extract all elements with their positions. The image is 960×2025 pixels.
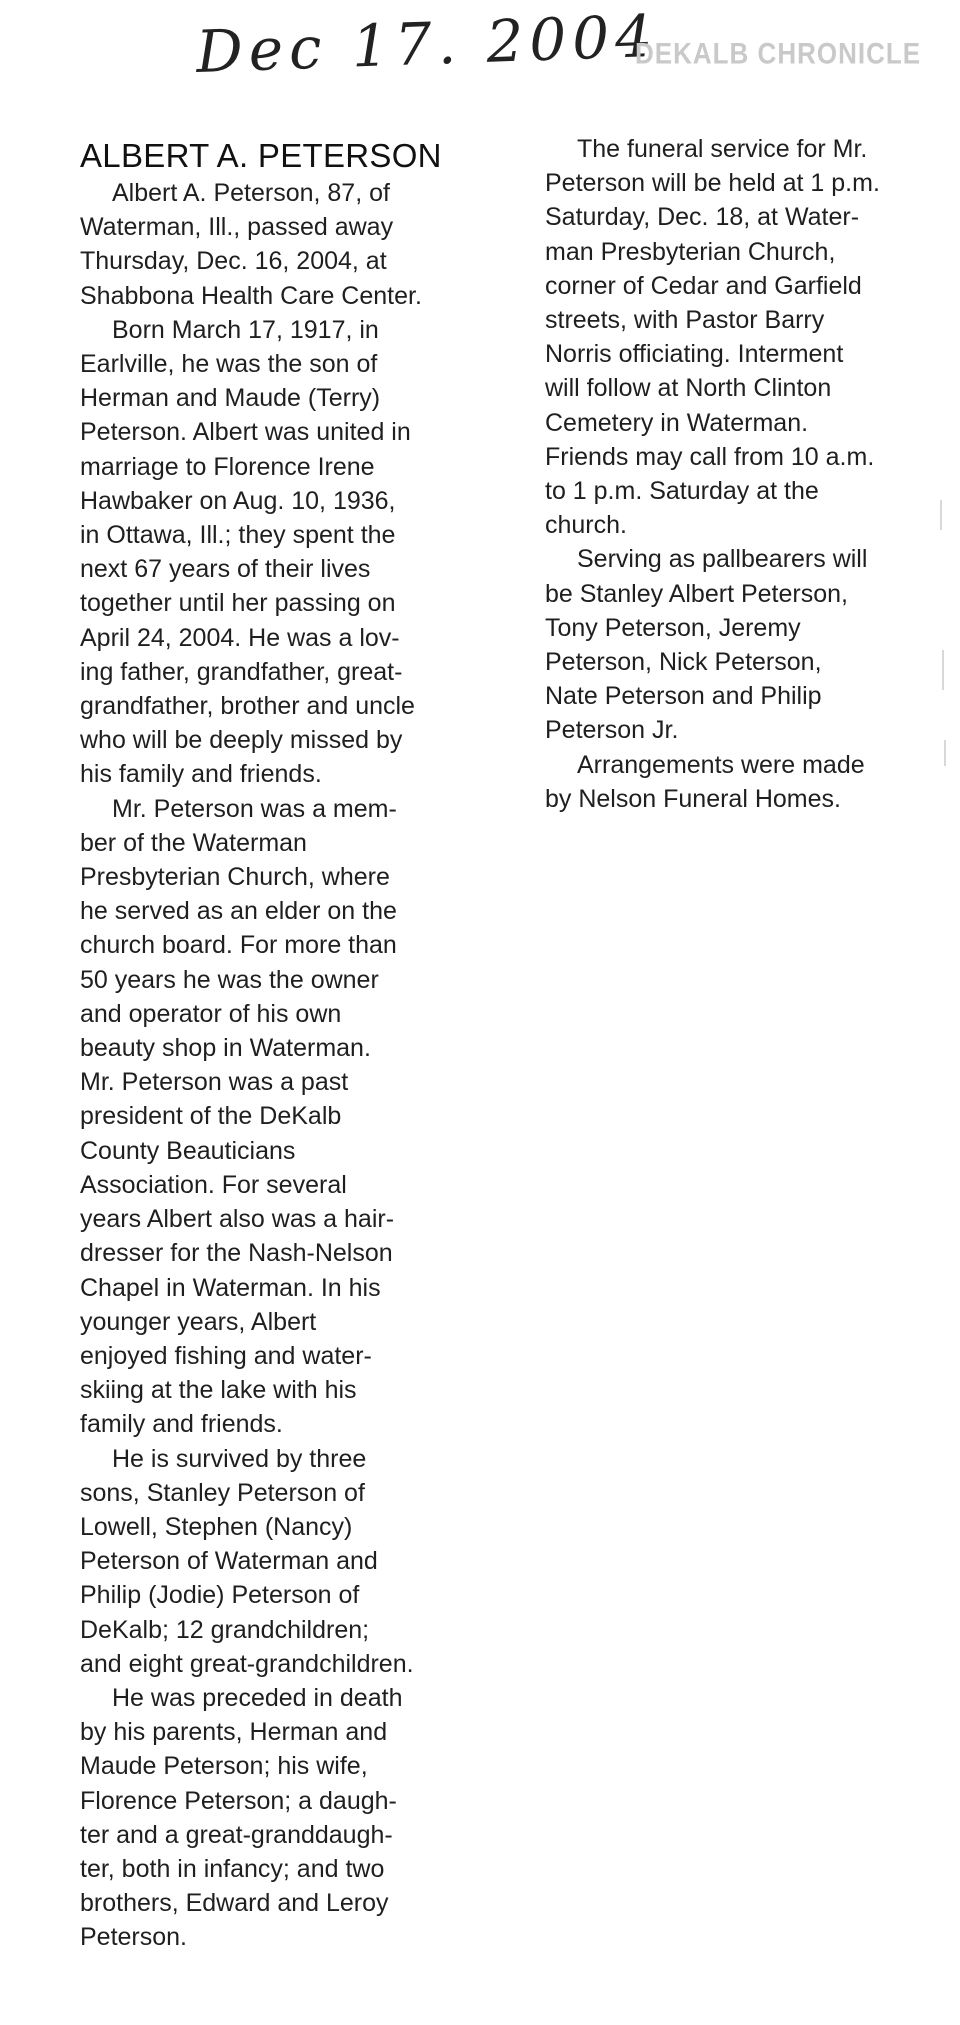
text-line: Thursday, Dec. 16, 2004, at: [80, 247, 387, 276]
text-line: Mr. Peterson was a mem-: [112, 794, 397, 823]
text-line: ter, both in infancy; and two: [80, 1854, 385, 1883]
scan-artifact-line: [942, 650, 944, 690]
text-line: by his parents, Herman and: [80, 1718, 388, 1747]
text-line: to 1 p.m. Saturday at the: [545, 477, 819, 506]
text-line: Cemetery in Waterman.: [545, 408, 809, 437]
text-line: Arrangements were made: [577, 750, 865, 779]
text-line: Philip (Jodie) Peterson of: [80, 1581, 360, 1610]
text-line: Peterson.: [80, 1923, 188, 1952]
text-line: Lowell, Stephen (Nancy): [80, 1512, 353, 1541]
text-line: who will be deeply missed by: [80, 726, 403, 755]
text-line: be Stanley Albert Peterson,: [545, 579, 848, 608]
text-line: Shabbona Health Care Center.: [80, 281, 422, 310]
text-line: ber of the Waterman: [80, 828, 307, 857]
text-line: He was preceded in death: [112, 1683, 403, 1712]
text-line: Earlville, he was the son of: [80, 350, 378, 379]
text-line: Association. For several: [80, 1170, 347, 1199]
text-line: Serving as pallbearers will: [577, 545, 868, 574]
obituary-paragraph: [80, 1442, 460, 1681]
text-line: Peterson, Nick Peterson,: [545, 648, 822, 677]
obituary-paragraph: [545, 542, 935, 747]
text-line: Peterson. Albert was united in: [80, 418, 411, 447]
text-line: beauty shop in Waterman.: [80, 1034, 371, 1063]
text-line: in Ottawa, Ill.; they spent the: [80, 521, 396, 550]
text-line: church.: [545, 511, 627, 540]
text-line: Saturday, Dec. 18, at Water-: [545, 203, 860, 232]
text-line: Mr. Peterson was a past: [80, 1068, 349, 1097]
obituary-paragraph: [80, 1681, 460, 1955]
text-line: Friends may call from 10 a.m.: [545, 442, 875, 471]
text-line: and operator of his own: [80, 999, 342, 1028]
text-line: Waterman, Ill., passed away: [80, 213, 394, 242]
obituary-paragraph: [545, 132, 935, 542]
text-line: DeKalb; 12 grandchildren;: [80, 1615, 370, 1644]
text-line: He is survived by three: [112, 1444, 367, 1473]
text-line: Chapel in Waterman. In his: [80, 1273, 381, 1302]
text-line: Tony Peterson, Jeremy: [545, 613, 801, 642]
text-line: family and friends.: [80, 1410, 283, 1439]
text-line: Herman and Maude (Terry): [80, 384, 381, 413]
text-line: church board. For more than: [80, 931, 397, 960]
scan-artifact-line: [944, 740, 946, 766]
text-line: together until her passing on: [80, 589, 396, 618]
text-line: president of the DeKalb: [80, 1102, 342, 1131]
text-line: corner of Cedar and Garfield: [545, 271, 862, 300]
obituary-left-column: [80, 132, 460, 1955]
text-line: dresser for the Nash-Nelson: [80, 1239, 393, 1268]
obituary-headline: ALBERT A. PETERSON: [80, 137, 442, 174]
text-line: ing father, grandfather, great-: [80, 657, 403, 686]
text-line: his family and friends.: [80, 760, 322, 789]
obituary-paragraph: [80, 313, 460, 792]
handwritten-date: Dec 17. 2004: [195, 1, 660, 86]
text-line: Peterson of Waterman and: [80, 1547, 378, 1576]
text-line: Florence Peterson; a daugh-: [80, 1786, 397, 1815]
obituary-right-column: [545, 132, 935, 816]
text-line: Peterson Jr.: [545, 716, 679, 745]
text-line: Maude Peterson; his wife,: [80, 1752, 368, 1781]
text-line: Peterson will be held at 1 p.m.: [545, 169, 880, 198]
text-line: grandfather, brother and uncle: [80, 692, 415, 721]
scan-artifact-line: [940, 500, 942, 530]
text-line: will follow at North Clinton: [545, 374, 832, 403]
left-column-paragraphs: [80, 176, 460, 1955]
text-line: Nate Peterson and Philip: [545, 682, 822, 711]
text-line: Hawbaker on Aug. 10, 1936,: [80, 486, 396, 515]
text-line: Albert A. Peterson, 87, of: [112, 179, 390, 207]
text-line: ter and a great-granddaugh-: [80, 1820, 393, 1849]
text-line: streets, with Pastor Barry: [545, 306, 825, 335]
text-line: marriage to Florence Irene: [80, 452, 375, 481]
text-line: Presbyterian Church, where: [80, 863, 390, 892]
text-line: April 24, 2004. He was a lov-: [80, 623, 400, 652]
text-line: man Presbyterian Church,: [545, 237, 836, 266]
obituary-paragraph: [545, 748, 935, 816]
text-line: Norris officiating. Interment: [545, 340, 844, 369]
right-column-paragraphs: [545, 132, 935, 816]
text-line: The funeral service for Mr.: [577, 135, 868, 163]
text-line: sons, Stanley Peterson of: [80, 1478, 365, 1507]
text-line: Born March 17, 1917, in: [112, 315, 379, 344]
text-line: County Beauticians: [80, 1136, 296, 1165]
text-line: younger years, Albert: [80, 1307, 317, 1336]
text-line: he served as an elder on the: [80, 897, 397, 926]
text-line: and eight great-grandchildren.: [80, 1649, 414, 1678]
text-line: skiing at the lake with his: [80, 1376, 357, 1405]
obituary-paragraph: [80, 176, 460, 313]
text-line: 50 years he was the owner: [80, 965, 379, 994]
text-line: next 67 years of their lives: [80, 555, 371, 584]
newspaper-masthead: DEKALB CHRONICLE: [635, 35, 922, 71]
text-line: by Nelson Funeral Homes.: [545, 784, 841, 813]
text-line: enjoyed fishing and water-: [80, 1341, 372, 1370]
text-line: years Albert also was a hair-: [80, 1205, 395, 1234]
obituary-paragraph: [80, 792, 460, 1442]
text-line: brothers, Edward and Leroy: [80, 1889, 389, 1918]
